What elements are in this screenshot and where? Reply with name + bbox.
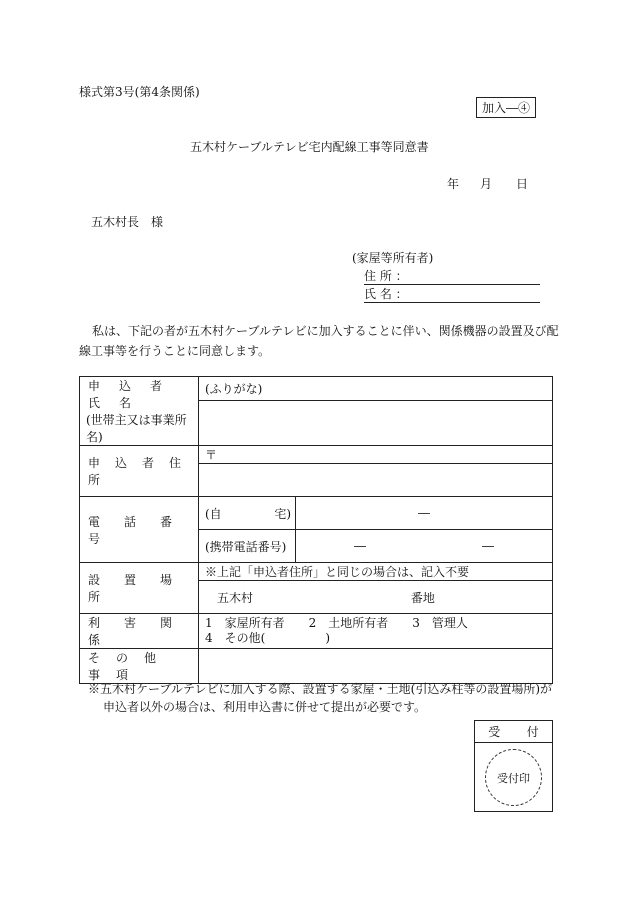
owner-address-field[interactable] [364,267,540,285]
install-village: 五木村 [217,590,254,605]
consent-text-line1: 私は、下記の者が五木村ケーブルテレビに加入することに伴い、関係機器の設置及び配 [92,324,559,338]
reception-seal-circle [485,749,542,806]
applicant-address-label: 申込者住所 [88,456,197,487]
other-label-cell [80,649,199,684]
applicant-name-label [80,377,198,411]
consent-text-line2: 線工事等を行うことに同意します。 [79,344,271,358]
home-label-open: (自 [205,506,222,521]
note-line1: ※五木村ケーブルテレビに加入する際、設置する家屋・土地(引込み柱等の設置場所)が [88,682,553,696]
mobile-dash-2: ― [482,539,494,553]
home-phone-value: ― [418,506,430,520]
form-number: 様式第3号(第4条関係) [79,85,200,99]
applicant-address-label-cell [80,446,199,497]
postal-code-cell[interactable] [199,446,553,464]
home-phone-cell[interactable] [199,497,553,530]
home-label-close: 宅) [274,506,291,521]
date-month: 月 [480,177,493,191]
interest-label: 利害関係 [88,616,197,647]
other-label: その他事項 [88,651,173,682]
interest-options-cell[interactable] [199,614,553,649]
addressee: 五木村長 様 [91,215,164,229]
postal-mark: 〒 [205,448,218,462]
owner-label: (家屋等所有者) [352,251,434,265]
owner-name-label: 氏 名 ： [364,287,408,301]
install-note-cell [199,563,553,581]
install-label-cell [80,563,199,614]
document-title: 五木村ケーブルテレビ宅内配線工事等同意書 [190,140,429,154]
stamp-header-2: 付 [526,725,539,739]
applicant-name-input[interactable] [199,401,553,446]
stamp-header-1: 受 [488,725,501,739]
applicant-name-sublabel: (世帯主又は事業所名) [86,413,187,444]
reception-stamp-header [475,721,552,743]
reception-stamp-box [474,720,553,812]
phone-label: 電話番号 [88,514,197,546]
mobile-phone-cell[interactable] [199,530,553,563]
install-note: ※上記「申込者住所」と同じの場合は、記入不要 [205,565,470,579]
interest-label-cell [80,614,199,649]
applicant-address-input[interactable] [199,464,553,497]
phone-label-cell [80,497,199,563]
application-table [79,376,553,684]
install-banchi: 番地 [410,590,435,605]
owner-address-label: 住 所 ： [364,269,408,283]
applicant-name-label-cell [80,377,199,446]
furigana-label: (ふりがな) [205,382,263,397]
interest-options-line2: 4 その他( ) [205,631,330,645]
note-line2: 申込者以外の場合は、利用申込書に併せて提出が必要です。 [103,700,427,714]
owner-name-field[interactable] [364,285,540,303]
mobile-label: (携帯電話番号) [205,539,287,554]
form-code: 加入―④ [476,97,536,118]
reception-seal-text: 受付印 [497,771,530,785]
furigana-cell[interactable] [199,377,553,401]
date-year: 年 [447,177,460,191]
applicant-name-text: 申込者氏名 [88,379,182,410]
mobile-dash-1: ― [354,539,366,553]
other-input[interactable] [199,649,553,684]
interest-options-line1: 1 家屋所有者 2 土地所有者 3 管理人 [205,616,468,630]
install-label: 設置場所 [88,573,197,604]
install-location-input[interactable] [199,581,553,614]
date-day: 日 [516,177,529,191]
